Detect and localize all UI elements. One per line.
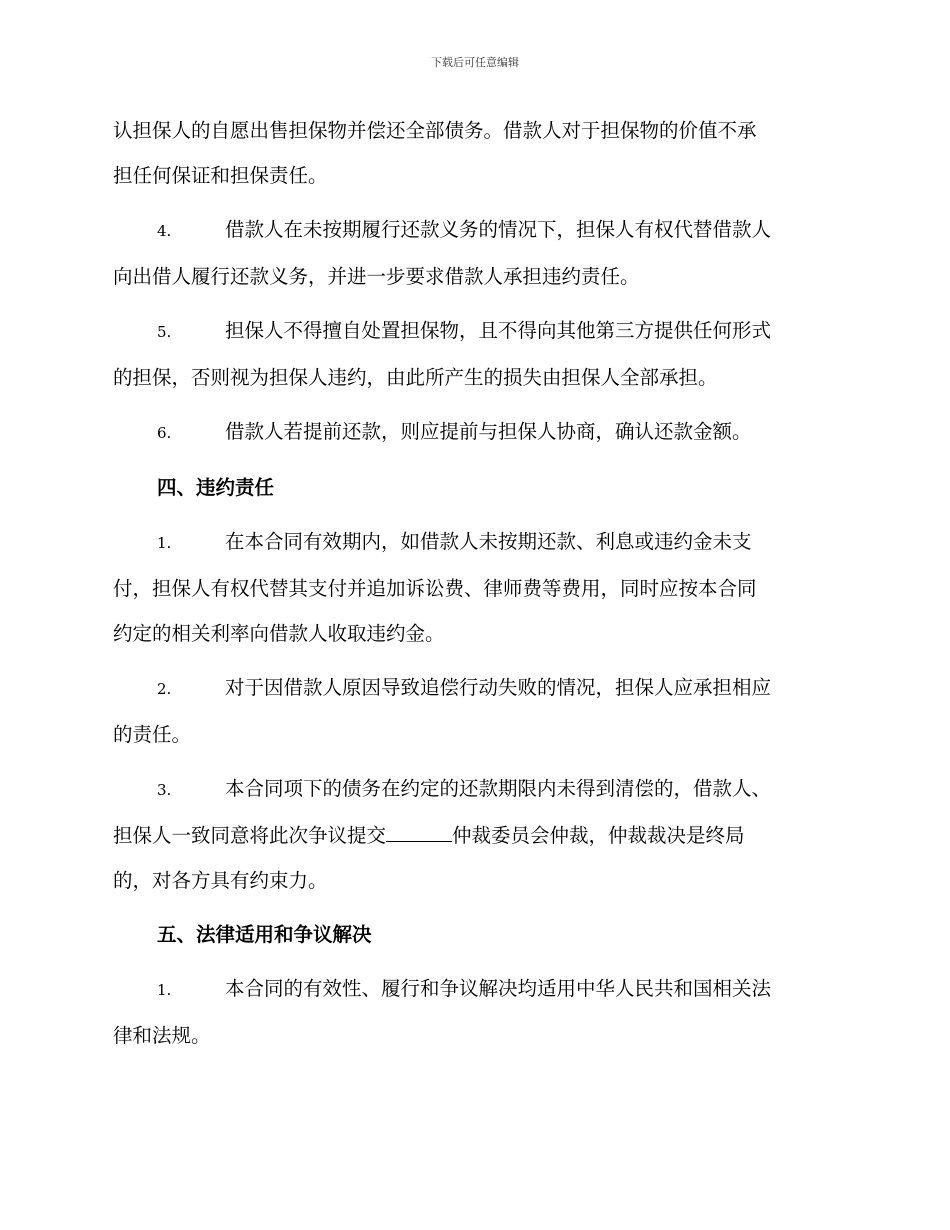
text-line: 本合同项下的债务在约定的还款期限内未得到清偿的，借款人、 [225, 777, 772, 800]
text-line: 付，担保人有权代替其支付并追加诉讼费、律师费等费用，同时应按本合同 [113, 577, 757, 600]
text-line: 仲裁委员会仲裁，仲裁裁决是终局 [452, 824, 745, 847]
page-header: 下载后可任意编辑 [431, 56, 519, 69]
clause-number: 6. [157, 424, 172, 442]
text-line: 借款人在未按期履行还款义务的情况下，担保人有权代替借款人 [225, 218, 772, 241]
blank-fill-line [386, 823, 452, 842]
section-heading-breach: 四、违约责任 [157, 476, 275, 499]
clause-5 [113, 308, 838, 400]
clause-breach-1 [113, 519, 838, 656]
clause-law-1 [113, 966, 838, 1058]
clause-6 [113, 409, 838, 456]
text-line: 认担保人的自愿出售担保物并偿还全部债务。借款人对于担保物的价值不承 [113, 119, 757, 142]
clause-number: 3. [157, 781, 172, 799]
clause-number: 1. [157, 981, 172, 999]
clause-number: 1. [157, 534, 172, 552]
clause-4 [113, 207, 838, 299]
text-line: 的责任。 [113, 723, 192, 746]
clause-breach-3 [113, 766, 838, 903]
text-line: 对于因借款人原因导致追偿行动失败的情况，担保人应承担相应 [225, 676, 772, 699]
paragraph [113, 108, 838, 198]
text-line: 本合同的有效性、履行和争议解决均适用中华人民共和国相关法 [225, 977, 772, 1000]
text-line: 担保人一致同意将此次争议提交 [113, 824, 387, 847]
text-line: 约定的相关利率向借款人收取违约金。 [113, 622, 445, 645]
clause-breach-2 [113, 665, 838, 757]
text-line: 担任何保证和担保责任。 [113, 164, 328, 187]
text-line: 的担保，否则视为担保人违约，由此所产生的损失由担保人全部承担。 [113, 366, 718, 389]
section-heading-law: 五、法律适用和争议解决 [157, 923, 372, 946]
clause-number: 2. [157, 680, 172, 698]
text-line: 向出借人履行还款义务，并进一步要求借款人承担违约责任。 [113, 265, 640, 288]
text-line: 的，对各方具有约束力。 [113, 869, 328, 892]
document-body [113, 108, 838, 1067]
text-line: 在本合同有效期内，如借款人未按期还款、利息或违约金未支 [225, 530, 752, 553]
text-line: 担保人不得擅自处置担保物，且不得向其他第三方提供任何形式 [225, 319, 772, 342]
clause-number: 5. [157, 323, 172, 341]
text-line: 借款人若提前还款，则应提前与担保人协商，确认还款金额。 [225, 420, 752, 443]
clause-number: 4. [157, 222, 172, 240]
text-line: 律和法规。 [113, 1024, 211, 1047]
